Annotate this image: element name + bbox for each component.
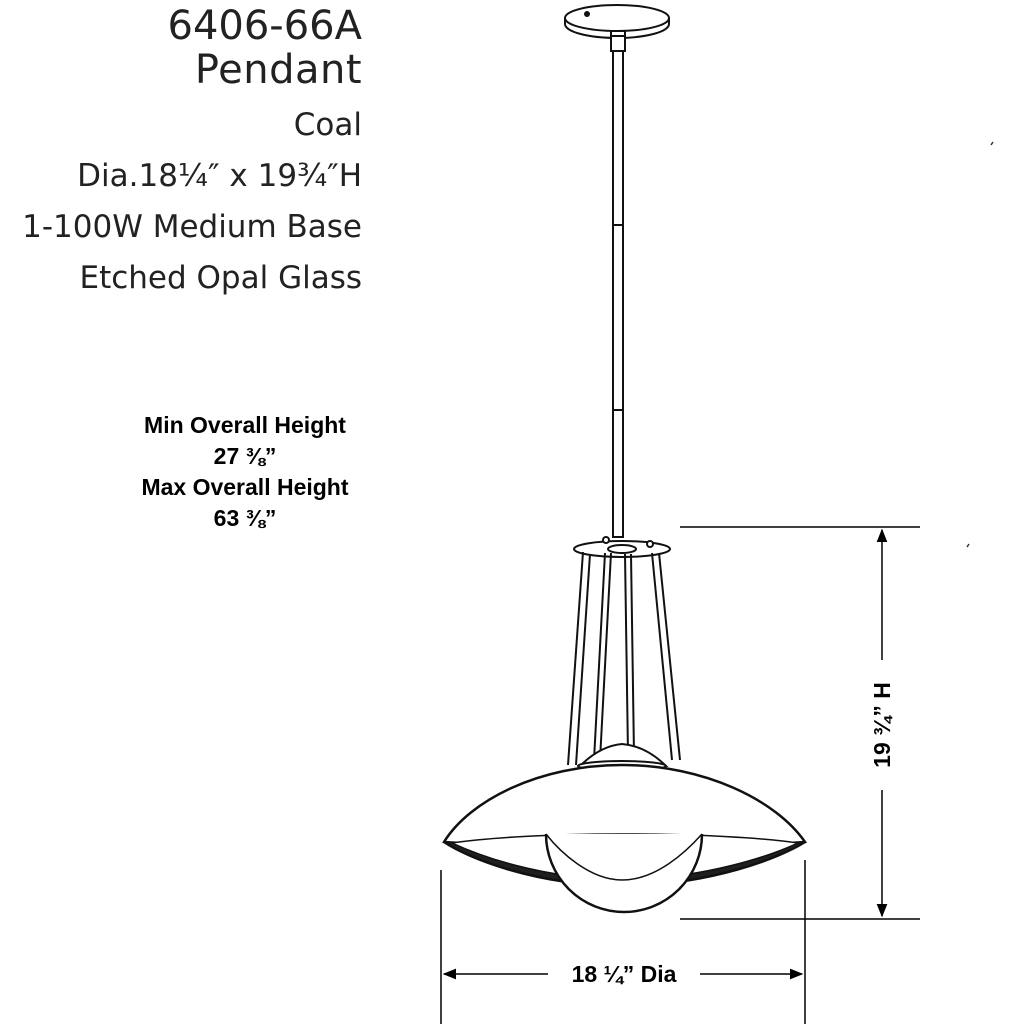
cage-top-ring xyxy=(574,537,670,557)
model-number: 6406-66A xyxy=(167,3,362,49)
product-type: Pendant xyxy=(194,47,362,93)
height-label: 19 ¾” H xyxy=(869,682,895,768)
min-height-label: Min Overall Height xyxy=(144,412,346,438)
glass-globe xyxy=(546,834,702,912)
glass-type: Etched Opal Glass xyxy=(79,260,362,296)
stray-marks xyxy=(967,142,993,547)
fixture-dimensions: Dia.18¼″ x 19¾″H xyxy=(77,158,362,194)
stem xyxy=(613,51,623,537)
finish: Coal xyxy=(293,107,362,143)
min-height-value: 27 ⅜” xyxy=(213,443,277,469)
max-height-value: 63 ⅜” xyxy=(213,505,277,531)
max-height-label: Max Overall Height xyxy=(141,474,349,500)
canopy xyxy=(565,5,669,51)
width-label: 18 ¼” Dia xyxy=(571,961,677,987)
cage-rods xyxy=(568,552,680,765)
lamping: 1-100W Medium Base xyxy=(22,209,362,245)
